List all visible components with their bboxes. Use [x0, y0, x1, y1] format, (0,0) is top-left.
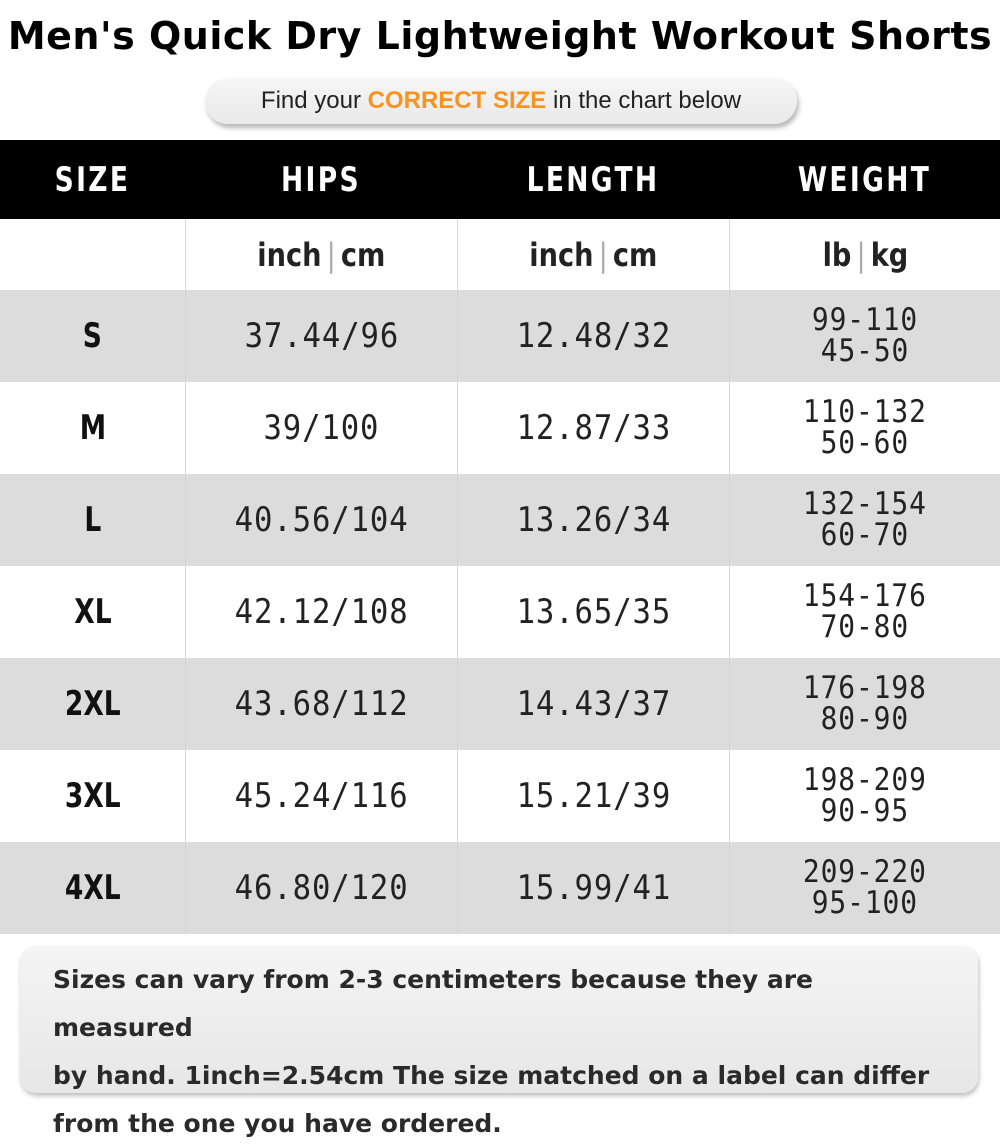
- length-cell: [457, 474, 729, 566]
- length-value: 13.26/34: [516, 500, 671, 540]
- table-row: [0, 658, 1000, 750]
- note-line: from the one you have ordered.: [53, 1109, 502, 1138]
- weight-value: [803, 762, 927, 829]
- length-value: 12.48/32: [516, 316, 671, 356]
- weight-cell: [729, 842, 1000, 934]
- unit-kg: kg: [870, 235, 908, 274]
- hips-value: 46.80/120: [234, 868, 409, 908]
- page-title: Men's Quick Dry Lightweight Workout Shorts: [7, 14, 993, 58]
- table-row: [0, 566, 1000, 658]
- units-size-empty: [0, 219, 185, 290]
- weight-kg: 90-95: [820, 793, 910, 829]
- table-row: [0, 474, 1000, 566]
- weight-value: [803, 670, 927, 737]
- size-cell: [0, 658, 185, 750]
- length-cell: [457, 750, 729, 842]
- size-cell: [0, 382, 185, 474]
- weight-cell: [729, 750, 1000, 842]
- table-row: [0, 290, 1000, 382]
- hips-cell: [185, 566, 457, 658]
- size-chart-table: [0, 140, 1000, 934]
- hips-cell: [185, 658, 457, 750]
- units-weight: [729, 219, 1000, 290]
- banner-text-before: Find your: [260, 87, 368, 114]
- length-cell: [457, 566, 729, 658]
- weight-cell: [729, 658, 1000, 750]
- weight-cell: [729, 566, 1000, 658]
- weight-lb: 110-132: [803, 394, 927, 430]
- size-cell: [0, 842, 185, 934]
- table-row: [0, 750, 1000, 842]
- note-line: by hand. 1inch=2.54cm The size matched on a label can differ: [53, 1061, 930, 1090]
- size-label: 3XL: [64, 776, 121, 816]
- hips-cell: [185, 842, 457, 934]
- weight-kg: 70-80: [820, 609, 910, 645]
- measurement-note: [20, 946, 978, 1138]
- unit-inch: inch: [529, 235, 594, 274]
- weight-kg: 60-70: [820, 517, 910, 553]
- length-value: 12.87/33: [516, 408, 671, 448]
- hips-cell: [185, 474, 457, 566]
- weight-lb: 154-176: [803, 578, 927, 614]
- weight-value: [803, 486, 927, 553]
- length-value: 15.21/39: [516, 776, 671, 816]
- hips-value: 37.44/96: [244, 316, 399, 356]
- size-hint-banner: [205, 78, 797, 124]
- length-cell: [457, 842, 729, 934]
- weight-lb: 209-220: [803, 854, 927, 890]
- table-header-row: [0, 140, 1000, 219]
- weight-lb: 198-209: [803, 762, 927, 798]
- unit-cm: cm: [341, 235, 386, 274]
- header-size: SIZE: [54, 159, 131, 200]
- weight-value: [803, 394, 927, 461]
- table-row: [0, 842, 1000, 934]
- header-hips: HIPS: [281, 159, 361, 200]
- length-value: 14.43/37: [516, 684, 671, 724]
- hips-value: 39/100: [263, 408, 380, 448]
- weight-lb: 176-198: [803, 670, 927, 706]
- hips-value: 45.24/116: [234, 776, 409, 816]
- size-label: 4XL: [64, 868, 121, 908]
- size-cell: [0, 290, 185, 382]
- weight-cell: [729, 382, 1000, 474]
- length-value: 15.99/41: [516, 868, 671, 908]
- hips-value: 43.68/112: [234, 684, 409, 724]
- header-weight: WEIGHT: [797, 159, 932, 200]
- length-cell: [457, 658, 729, 750]
- weight-kg: 45-50: [820, 333, 910, 369]
- hips-cell: [185, 290, 457, 382]
- length-cell: [457, 382, 729, 474]
- length-value: 13.65/35: [516, 592, 671, 632]
- hips-cell: [185, 382, 457, 474]
- weight-lb: 99-110: [811, 302, 919, 338]
- length-cell: [457, 290, 729, 382]
- size-label: M: [79, 408, 106, 448]
- unit-inch: inch: [257, 235, 322, 274]
- unit-divider: |: [856, 235, 866, 274]
- units-hips: [185, 219, 457, 290]
- size-label: 2XL: [64, 684, 121, 724]
- weight-lb: 132-154: [803, 486, 927, 522]
- size-cell: [0, 566, 185, 658]
- unit-divider: |: [598, 235, 608, 274]
- size-label: XL: [73, 592, 112, 632]
- size-label: S: [82, 316, 103, 356]
- unit-lb: lb: [822, 235, 851, 274]
- hips-cell: [185, 750, 457, 842]
- banner-text-after: in the chart below: [546, 87, 742, 114]
- weight-value: [811, 302, 919, 369]
- weight-value: [803, 578, 927, 645]
- hips-value: 40.56/104: [234, 500, 409, 540]
- units-length: [457, 219, 729, 290]
- weight-cell: [729, 290, 1000, 382]
- size-label: L: [84, 500, 101, 540]
- banner-highlight: CORRECT SIZE: [367, 87, 547, 114]
- unit-cm: cm: [613, 235, 658, 274]
- weight-kg: 80-90: [820, 701, 910, 737]
- weight-cell: [729, 474, 1000, 566]
- unit-divider: |: [326, 235, 336, 274]
- hips-value: 42.12/108: [234, 592, 409, 632]
- table-row: [0, 382, 1000, 474]
- weight-value: [803, 854, 927, 921]
- size-cell: [0, 474, 185, 566]
- weight-kg: 95-100: [811, 885, 919, 921]
- weight-kg: 50-60: [820, 425, 910, 461]
- note-line: Sizes can vary from 2-3 centimeters because they are measured: [53, 965, 814, 1042]
- units-row: [0, 219, 1000, 290]
- size-cell: [0, 750, 185, 842]
- header-length: LENGTH: [526, 159, 660, 200]
